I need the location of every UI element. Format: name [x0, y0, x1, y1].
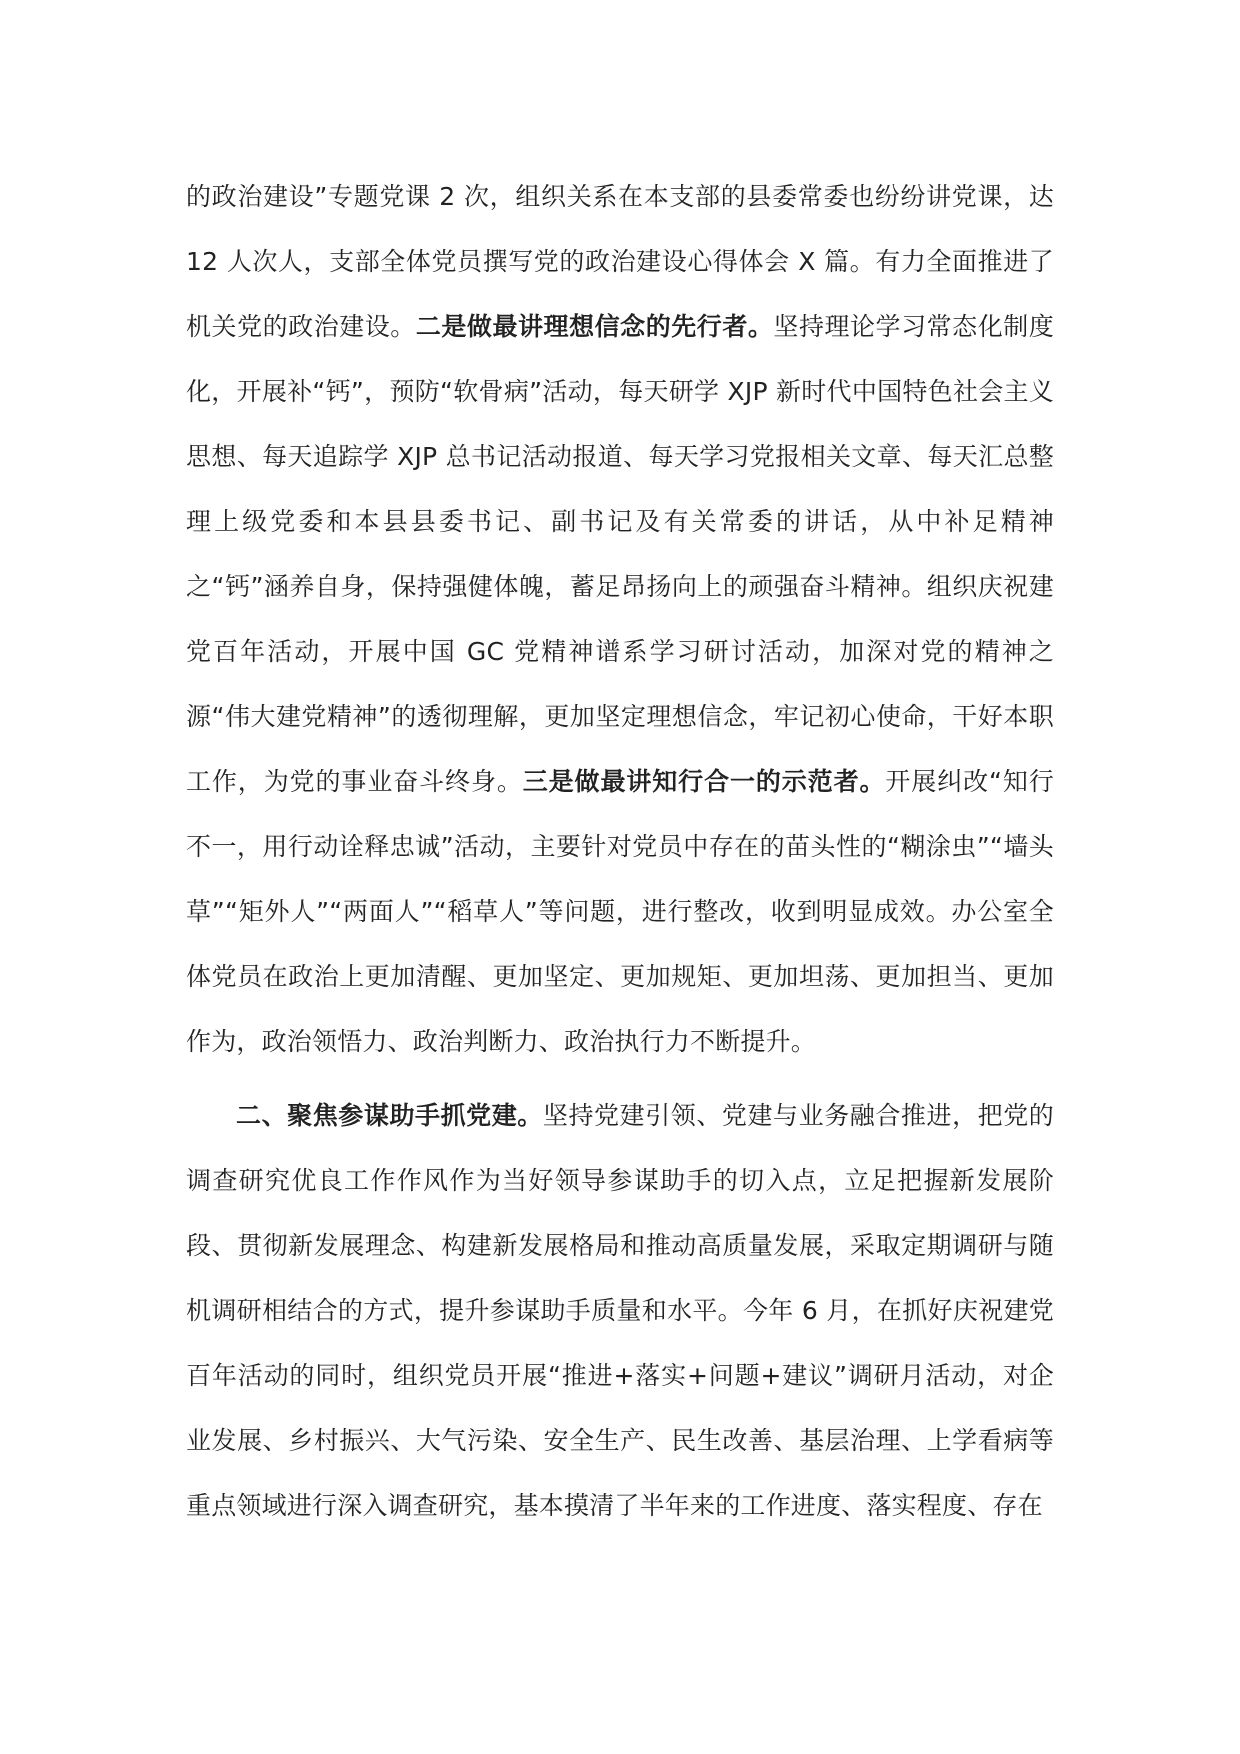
text-run: 的政治建设”专题党课 2 次，组织关系在本支部的县委常委也纷纷讲党课，达 12 人次人，支部全体党员撰写党的政治建设心得体会 X 篇。有力全面推进了机关党的政治建设。: [186, 182, 1054, 341]
paragraph-political-building: [186, 164, 1054, 1074]
bold-heading-ideals: 二是做最讲理想信念的先行者。: [415, 312, 774, 341]
document-body: [186, 164, 1054, 1538]
text-run: 坚持理论学习常态化制度化，开展补“钙”，预防“软骨病”活动，每天研学 XJP 新时代中国特色社会主义思想、每天追踪学 XJP 总书记活动报道、每天学习党报相关文章、每天汇总整理上级党委和本县县委书记、副书记及有关常委的讲话，从中补足精神之“钙”涵养自身，保持强健体魄，蓄足昂扬向上的顽强奋斗精神。组织庆祝建党百年活动，开展中国 GC 党精神谱系学习研讨活动，加深对党的精神之源“伟大建党精神”的透彻理解，更加坚定理想信念，牢记初心使命，干好本职工作，为党的事业奋斗终身。: [186, 312, 1054, 796]
bold-heading-knowledge-action: 三是做最讲知行合一的示范者。: [522, 767, 886, 796]
text-run: 开展纠改“知行不一，用行动诠释忠诚”活动，主要针对党员中存在的苗头性的“糊涂虫”“墙头草”“矩外人”“两面人”“稻草人”等问题，进行整改，收到明显成效。办公室全体党员在政治上更加清醒、更加坚定、更加规矩、更加坦荡、更加担当、更加作为，政治领悟力、政治判断力、政治执行力不断提升。: [186, 767, 1054, 1056]
section-heading-two: 二、聚焦参谋助手抓党建。: [236, 1101, 543, 1130]
paragraph-section-two: [186, 1083, 1054, 1538]
text-run: 坚持党建引领、党建与业务融合推进，把党的调查研究优良工作作风作为当好领导参谋助手的切入点，立足把握新发展阶段、贯彻新发展理念、构建新发展格局和推动高质量发展，采取定期调研与随机调研相结合的方式，提升参谋助手质量和水平。今年 6 月，在抓好庆祝建党百年活动的同时，组织党员开展“推进+落实+问题+建议”调研月活动，对企业发展、乡村振兴、大气污染、安全生产、民生改善、基层治理、上学看病等重点领域进行深入调查研究，基本摸清了半年来的工作进度、落实程度、存在: [186, 1101, 1054, 1520]
